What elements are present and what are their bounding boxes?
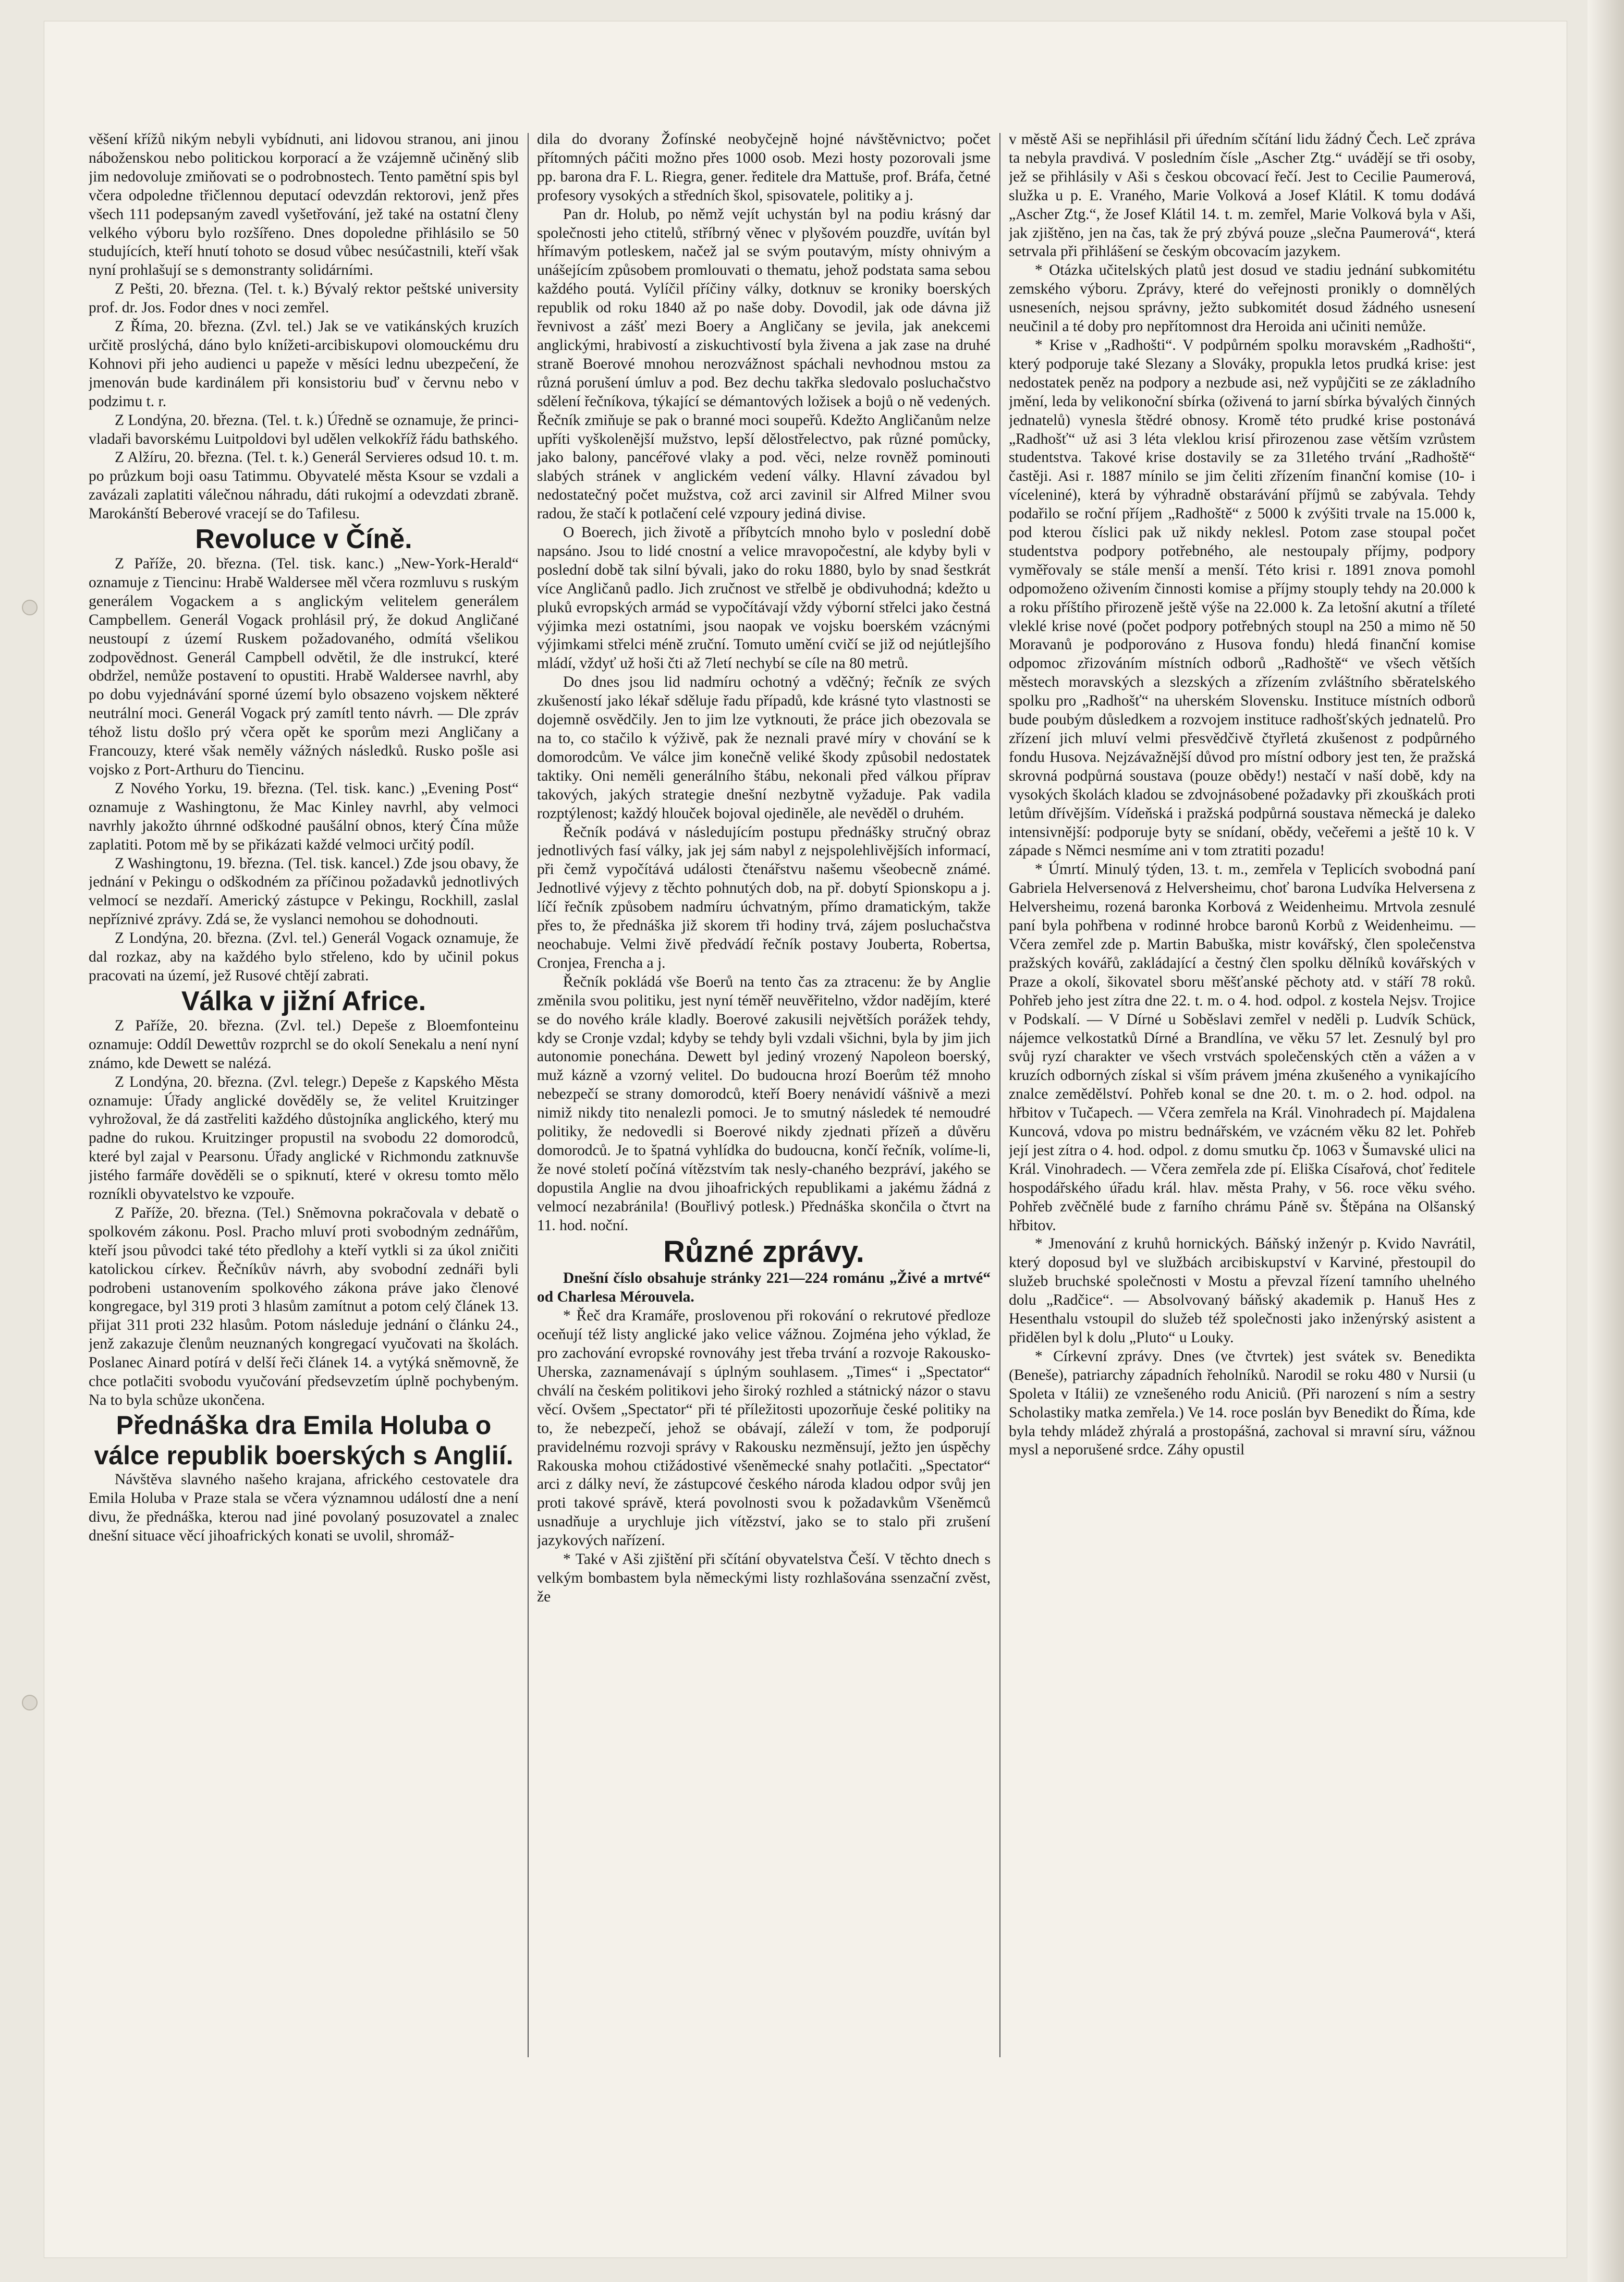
- section-headline: Válka v jižní Africe.: [181, 986, 426, 1016]
- news-item: Z Pešti, 20. března. (Tel. t. k.) Bývalý rektor peštské university prof. dr. Jos. Fodor dnes v noci zemřel.: [89, 281, 519, 317]
- column-middle: [537, 130, 991, 2070]
- column-rule: [528, 133, 529, 2057]
- news-item: * Krise v „Radhošti“. V podpůrném spolku moravském „Radhošti“, který podporuje také Slezany a Slováky, propukla letos prudká krise: jest nedostatek peněz na podpory a nezbude asi, než vypůjčiti se ze základního jmění, leda by velikonoční sbírka (oživená to jarní sbírka bývalých činných jednatelů) vynesla štědré obnosy. Kromě této prudké krise postonává „Radhošť“ už asi 3 léta vleklou krisí přirozenou zase větším vzrůstem studentstva. Takové krise dostavily se za 31letého trvání „Radhoště“ častěji. Asi r. 1887 mínilo se jim čeliti zřízením finanční komise (10- i víceleniné), která by výhradně obstarávání příjmů se zabývala. Tehdy podařilo se roční příjem „Radhoště“ z 5000 k zvýšiti trvale na 15.000 k, pod kterou číslici pak už nikdy neklesl. Potom zase stoupal počet studentstva podpory potřebného, ale nestoupaly příjmy, podpory vyměřovaly se stále menší a menší. Této krisi r. 1891 znova pomohl odpomoženo oživením činnosti komise a příjmy stouply tehdy na 20.000 k a roku příštího přirozeně ještě výše na 22.000 k. Za letošní akutní a tříleté vleklé krise nové (počet podpory potřebných stoupl na 250 a mimo ně 50 Moravanů je podporováno z Husova fondu) hledá finanční komise odpomoc zřizováním místních odborů „Radhoště“ ve všech větších městech moravských a slezských a zřízením zvláštního sběratelského spolku pro „Radhošť“ na uherském Slovensku. Instituce místních odborů bude poubým důsledkem a rozvojem instituce radhošťských jednatelů. Pro zřízení jich mluví velmi přesvědčivě čtyřletá zkušenost z podpůrného fondu Husova. Nejzávažnější důvod pro místní odbory jest ten, že pražská skrovná podpůrná soustava (pouze obědy!) nestačí v naší době, kdy na vysokých školách kladou se zdvojnásobené požadavky při zkouškách proti letům dřívějším. Vídeňská i pražská podpůrná soustava německá je daleko intensivnější: podporuje byty se snídaní, obědy, večeřemi a ještě 10 k. V západe s Němci nesmíme ani v tom ztratiti pozadu!: [1009, 336, 1475, 859]
- section-headline: Revoluce v Číně.: [195, 524, 412, 555]
- news-item: Z Londýna, 20. března. (Zvl. tel.) Generál Vogack oznamuje, že dal rozkaz, aby na každého bylo střeleno, kdo by učinil pokus pracovati na území, jež Rusové chtějí zabrati.: [89, 930, 519, 984]
- news-item: Z Paříže, 20. března. (Tel. tisk. kanc.) „New-York-Herald“ oznamuje z Tiencinu: Hrabě Waldersee měl včera rozmluvu s ruským generálem Vogackem a s anglickým velitelem generálem Campbellem. Generál Vogack prohlásil prý, že dokud Angličané neustoupí z území Ruskem požadovaného, odmítá všelikou zodpovědnost. Generál Campbell odvětil, že dle instrukcí, které obdržel, nemůže postavení to opustiti. Hrabě Waldersee navrhl, aby po dobu vyjednávání sporné území bylo obsazeno vojskem některé neutrální moci. Generál Vogack prý zamítl tento návrh. — Dle zpráv téhož listu došlo prý včera opět ke sporům mezi Angličany a Francouzy, které však neměly vážných následků. Rusko pošle asi vojsko z Port-Arthuru do Tiencinu.: [89, 555, 519, 778]
- article-paragraph: O Boerech, jich životě a příbytcích mnoho bylo v poslední době napsáno. Jsou to lidé cnostní a velice mravopočestní, ale kdyby byli v poslední době tak silní bývali, jako do roku 1880, bylo by snad šestkrát více Angličanů padlo. Jich zručnost ve střelbě je obdivuhodná; kdežto u pluků evropských armád se vypočítávají vždy výborní střelci jako čestná výjimka mezi ostatními, jsou naopak ve vojsku boerském vzácnými výjimkami střelci méně zruční. Tomuto umění cvičí se již od nejútlejšího mládí, vždyť už hoši čti až 7letí nechybí se cíle na 80 metrů.: [537, 524, 991, 672]
- news-item: Z Říma, 20. března. (Zvl. tel.) Jak se ve vatikánských kruzích určitě proslýchá, dáno bylo knížeti-arcibiskupovi olomouckému dru Kohnovi při jeho audienci u papeže v měsíci lednu ubezpečení, že jmenován bude kardinálem při konsistoriu buď v červnu nebo v podzimu t. r.: [89, 318, 519, 410]
- article-paragraph: dila do dvorany Žofínské neobyčejně hojné návštěvnictvo; počet přítomných páčiti možno přes 1000 osob. Mezi hosty pozorovali jsme pp. barona dra F. L. Riegra, gener. ředitele dra Mattuše, prof. Bráfa, četné profesory vysokých a středních škol, spisovatele, politiky a j.: [537, 131, 991, 204]
- punch-hole: [22, 600, 38, 615]
- article-paragraph: Pan dr. Holub, po němž vejít uchystán byl na podiu krásný dar společnosti jeho ctitelů, stříbrný věnec v plyšovém pouzdře, uvítán byl hřímavým potleskem, načež jal se svým poutavým, místy ohnivým a unášejícím způsobem promlouvati o thematu, jehož podstata sama sebou každého poutá. Vylíčil příčiny války, dotknuv se kroniky boerských republik od roku 1840 až po naše doby. Dovodil, jak ode dávna již řevnivost a zášť mezi Boery a Angličany se jevila, jak anekcemi anglickými, hrabivostí a ziskuchtivostí byla živena a jak zase na druhé straně Boerové mnohou nerozvážnost spáchali nevhodnou mstou za různá porušení úmluv a pod. Bez dechu takřka sledovalo posluchačstvo sdělení řečníkova, týkající se démantových ložisek a bojů o ně vedených. Řečník zmiňuje se pak o branné moci soupeřů. Kdežto Angličanům nelze upříti vyškolenější mužstvo, lepší dělostřelectvo, pak různé pomůcky, jako balony, pancéřové vlaky a pod. věci, nelze rovněž pominouti slabých stránek v anglickém vedení války. Hlavní závadou byl nedostatečný počet mužstva, což arci zavinil sir Alfred Milner svou radou, že stačí k potlačení celé vzpoury jediná divise.: [537, 205, 991, 523]
- news-item: v městě Aši se nepřihlásil při úředním sčítání lidu žádný Čech. Leč zpráva ta nebyla pravdivá. V posledním čísle „Ascher Ztg.“ uvádějí se tři osoby, jež se přihlásily v Aši s českou obcovací řečí. Jest to Cecilie Paumerová, služka u p. E. Vraného, Marie Volková a Josef Klátil. K tomu dodává „Ascher Ztg.“, že Josef Klátil 14. t. m. zemřel, Marie Volková byla v Aši, jak zjištěno, jen na čas, tak že prý zbývá pouze „slečna Paumerová“, která setrvala při přihlášení se českým obcovacím jazykem.: [1009, 131, 1475, 260]
- news-item: Z Paříže, 20. března. (Zvl. tel.) Depeše z Bloemfonteinu oznamuje: Oddíl Dewettův rozprchl se do okolí Senekalu a není nyní známo, kde Dewett se nalézá.: [89, 1017, 519, 1072]
- article-paragraph: Do dnes jsou lid nadmíru ochotný a vděčný; řečník ze svých zkušeností jako lékař sděluje řadu případů, kde krásné tyto vlastnosti se dojemně osvědčily. Jen to jim lze vytknouti, že práce jich obezovala se na to, co stačilo k výživě, pak že neznali pravé míry v chování se k domorodcům. Ve válce jim konečně veliké škody způsobil nedostatek taktiky. Oni neměli generálního štábu, nekonali před válkou příprav takových, jakých strategie dnešní nezbytně vyžaduje. Pak vadila rozptýlenost; každý hlouček bojoval ojediněle, ale nevěděl o druhém.: [537, 674, 991, 822]
- article-paragraph: věšení křížů nikým nebyli vybídnuti, ani lidovou stranou, ani jinou náboženskou nebo politickou korporací a že vzájemně učiněný slib jim nedovoluje zmiňovati se o podrobnostech. Tento pamětní spis byl včera odpoledne třičlennou deputací odevzdán rektorovi, jenž přes všech 111 podepsaným zavedl vyšetřování, jež také na ostatní členy velkého výboru bylo rozšířeno. Dnes dopoledne přihlásilo se 50 studujících, kteří hnutí tohoto se dosud vůbec nesúčastnili, kteří však nyní prohlašují se s demonstranty solidárními.: [89, 131, 519, 279]
- news-item: * Jmenování z kruhů hornických. Báňský inženýr p. Kvido Navrátil, který doposud byl ve službách arcibiskupství v Karviné, přestoupil do služeb bruchské společnosti v Mostu a převzal řízení tamního uhelného dolu „Radčice“. — Absolvovaný báňský akademik p. Hanuš Hes z Hesenthalu vstoupil do služeb též společnosti jako inženýrský asistent a přidělen byl k dolu „Pluto“ u Louky.: [1009, 1235, 1475, 1346]
- news-item: * Úmrtí. Minulý týden, 13. t. m., zemřela v Teplicích svobodná paní Gabriela Helversenová z Helversheimu, choť barona Ludvíka Helversena z Helversheimu, rozená baronka Korbová z Weidenheimu. Mrtvola zesnulé paní byla pohřbena v rodinné hrobce baronů Korbů z Weidenheimu. — Včera zemřel zde p. Martin Babuška, mistr kovářský, člen společenstva pražských kovářů, zakládající a čestný člen spolku dělníků kovářských v Praze a okolí, šikovatel sboru měšťanské pěchoty atd. v stáří 78 roků. Pohřeb jeho jest zítra dne 22. t. m. o 4. hod. odpol. z kostela Nejsv. Trojice v Podskalí. — V Dírné u Soběslavi zemřel v neděli p. Ludvík Schück, nájemce velkostatků Dírné a Brandlína, ve věku 57 let. Zesnulý byl pro svůj ryzí charakter ve všech vrstvách společenských ctěn a vážen a v kruzích odborných získal si vším právem jména zkušeného a vynikajícího znalce zemědělství. Pohřeb konal se dne 20. t. m. o 2. hod. odpol. na hřbitov v Tučapech. — Včera zemřela na Král. Vinohradech pí. Majdalena Kuncová, vdova po mistru bednářském, ve vzácném věku 82 let. Pohřeb její jest zítra o 4. hod. odpol. z domu smutku čp. 1063 v Šumavské ulici na Král. Vinohradech. — Včera zemřela zde pí. Eliška Císařová, choť ředitele hospodářského úřadu král. hlav. města Prahy, v 56. roce věku svého. Pohřeb zvěčnělé bude z farního chrámu Páně sv. Štěpána na Olšanský hřbitov.: [1009, 861, 1475, 1234]
- punch-hole: [22, 1695, 38, 1710]
- news-item: Z Londýna, 20. března. (Tel. t. k.) Úředně se oznamuje, že princi-vladaři bavorskému Luitpoldovi byl udělen velkokříž řádu bathského.: [89, 411, 519, 447]
- news-item: Dnešní číslo obsahuje stránky 221—224 románu „Živé a mrtvé“ od Charlesa Mérouvela.: [537, 1270, 991, 1306]
- news-item: Z Nového Yorku, 19. března. (Tel. tisk. kanc.) „Evening Post“ oznamuje z Washingtonu, že Mac Kinley navrhl, aby velmoci navrhly jakožto úhrnné odškodné paušální obnos, který Čína může zaplatiti. Potom mě by se přikázati každé velmoci určitý podíl.: [89, 780, 519, 853]
- column-left: [89, 130, 519, 2070]
- news-item: Z Paříže, 20. března. (Tel.) Sněmovna pokračovala v debatě o spolkovém zákonu. Posl. Pracho mluví proti svobodným zednářům, kteří jsou původci také této předlohy a kteří vytkli si za úkol zničiti katolickou církev. Řečníkův návrh, aby svobodní zednáři byli podrobeni ustanovením spolkového zákona práve jako členové kongregace, byl 319 proti 3 hlasům zamítnut a potom celý článek 13. přijat 311 proti 232 hlasům. Potom následuje jednání o článku 24., jenž zakazuje členům neuznaných kongregací vyučovati na školách. Poslanec Ainard potírá v delší řeči článek 14. a vytýká sněmovně, že chce potlačiti svobodu vyučování předsevzetím úplně pochybeným. Na to byla schůze ukončena.: [89, 1204, 519, 1409]
- section-headline: Různé zprávy.: [663, 1235, 864, 1269]
- news-item: * Otázka učitelských platů jest dosud ve stadiu jednání subkomitétu zemského výboru. Zprávy, které do veřejnosti pronikly o domnělých usneseních, nejsou správny, ježto subkomitét dosud žádného usnesení neučinil a té doby pro nepřítomnost dra Heroida ani učiniti nemůže.: [1009, 262, 1475, 335]
- article-paragraph: Návštěva slavného našeho krajana, afrického cestovatele dra Emila Holuba v Praze stala se včera významnou událostí dne a není divu, že přednáška, kterou nad jiné povolaný posuzovatel a znalec dnešní situace věcí jihoafrických konati se uvolil, shromáž-: [89, 1471, 519, 1544]
- page-edge-shadow: [1588, 0, 1624, 2282]
- news-item: * Církevní zprávy. Dnes (ve čtvrtek) jest svátek sv. Benedikta (Beneše), patriarchy západních řeholníků. Narodil se roku 480 v Nursii (u Spoleta v Itálii) ze vznešeného rodu Aniciů. (Při narození s ním a sestry Scholastiky matka zemřela.) Ve 14. roce poslán byv Benedikt do Říma, kde byla tehdy mládež zhýralá a prostopášná, zachoval si mravní síru, vážnou mysl a neporušené srdce. Záhy opustil: [1009, 1348, 1475, 1459]
- article-paragraph: Řečník podává v následujícím postupu přednášky stručný obraz jednotlivých fasí války, jak jej sám nabyl z nejspolehlivějších informací, při čemž vypočítává události čtenářstvu našemu všeobecně známé. Jednotlivé výjevy z těchto pohnutých dob, na př. dobytí Spionskopu a j. líčí řečník způsobem nadmíru úchvatným, přímo dramatickým, takže přes to, že přednáška již skorem tři hodiny trvá, zájem posluchačstva neochabuje. Velmi živě předvádí řečník postavy Jouberta, Robertsa, Cronjea, Frencha a j.: [537, 823, 991, 972]
- column-right: [1009, 130, 1475, 2070]
- news-item: * Řeč dra Kramáře, proslovenou při rokování o rekrutové předloze oceňují též listy anglické jako velice vážnou. Zojména jeho výklad, že pro zachování evropské rovnováhy jest třeba trvání a rozvoje Rakousko-Uherska, zaznamenávají s úplným souhlasem. „Times“ i „Spectator“ chválí na českém politikovi jeho široký rozhled a státnický názor o stavu věcí. Ovšem „Spectator“ při té příležitosti upozorňuje české politiky na to, že nebezpečí, jehož se obávají, záleží v tom, že podporují pravidelnému rozvoji správy v Rakousku nezměnsují, ježto jen úspěchy Rakouska mohou ctižádostivé všeněmecké snahy potlačiti. „Spectator“ arci z dálky neví, že zástupcové českého národa kladou odpor svůj jen proti takové správě, která povolnosti svou k požadavkům Všeněmců usnadňuje a urychluje jich vítězství, jako se to stalo při zrušení jazykových nařízení.: [537, 1307, 991, 1549]
- article-paragraph: Řečník pokládá vše Boerů na tento čas za ztracenu: že by Anglie změnila svou politiku, jest nyní téměř neuvěřitelno, vždor nadějím, které se do nového krále kladly. Boerové zakusili největších porážek tehdy, kdy se Cronje vzdal; kdyby se tehdy byli vzdali všichni, byla by jim jich autonomie ponechána. Dewett byl jediný vrozený Napoleon boerský, muž kázně a vzorný velitel. Do budoucna hrozí Boerům též mnoho nebezpečí se strany domorodců, kteří Boery nenávidí vášnivě a mezi nimiž nikdy tito nenalezli pomoci. Je to smutný následek té nemoudré politiky, že nedovedli si Boerové nikdy zjednati přízeň a důvěru domorodců. Je to špatná vyhlídka do budoucna, končí řečník, volíme-li, že nové století počíná vítězstvím tak nesly-chaného bezpráví, jakého se dopustila Anglie na dvou jihoafrických republikami a jakému žádná z velmocí nezabránila! (Bouřlivý potlesk.) Přednáška skončila o čtvrt na 11. hod. noční.: [537, 973, 991, 1234]
- news-item: Z Alžíru, 20. března. (Tel. t. k.) Generál Servieres odsud 10. t. m. po průzkum boji oasu Tatimmu. Obyvatelé města Ksour se vzdali a zavázali zaplatiti válečnou náhradu, dáti rukojmí a odevzdati zbraně. Marokánští Beberové vracejí se do Tafilesu.: [89, 449, 519, 523]
- news-item: Z Londýna, 20. března. (Zvl. telegr.) Depeše z Kapského Města oznamuje: Úřady anglické dověděly se, že velitel Kruitzinger vyhrožoval, že dá zastřeliti každého důstojníka anglického, který mu padne do rukou. Kruitzinger propustil na svobodu 22 domorodců, které byl zajal v Pearsonu. Úřady anglické v Richmondu zatknuvše jistého farmáře dověděli se o spiknutí, které v okresu tomto mělo rozníkli obyvatelstvo ke vzpouře.: [89, 1073, 519, 1203]
- news-item: * Také v Aši zjištění při sčítání obyvatelstva Češí. V těchto dnech s velkým bombastem byla německými listy rozhlašována ssenzační zvěst, že: [537, 1551, 991, 1605]
- news-item: Z Washingtonu, 19. března. (Tel. tisk. kancel.) Zde jsou obavy, že jednání v Pekingu o odškodném za příčinou požadavků jednotlivých velmocí se nezdaří. Americký zástupce v Pekingu, Rockhill, zaslal nepříznivé zprávy. Zdá se, že vyslanci nemohou se dohodnouti.: [89, 855, 519, 928]
- section-headline: Přednáška dra Emila Holuba o válce republik boerských s Anglií.: [94, 1410, 514, 1470]
- column-rule: [999, 133, 1000, 2057]
